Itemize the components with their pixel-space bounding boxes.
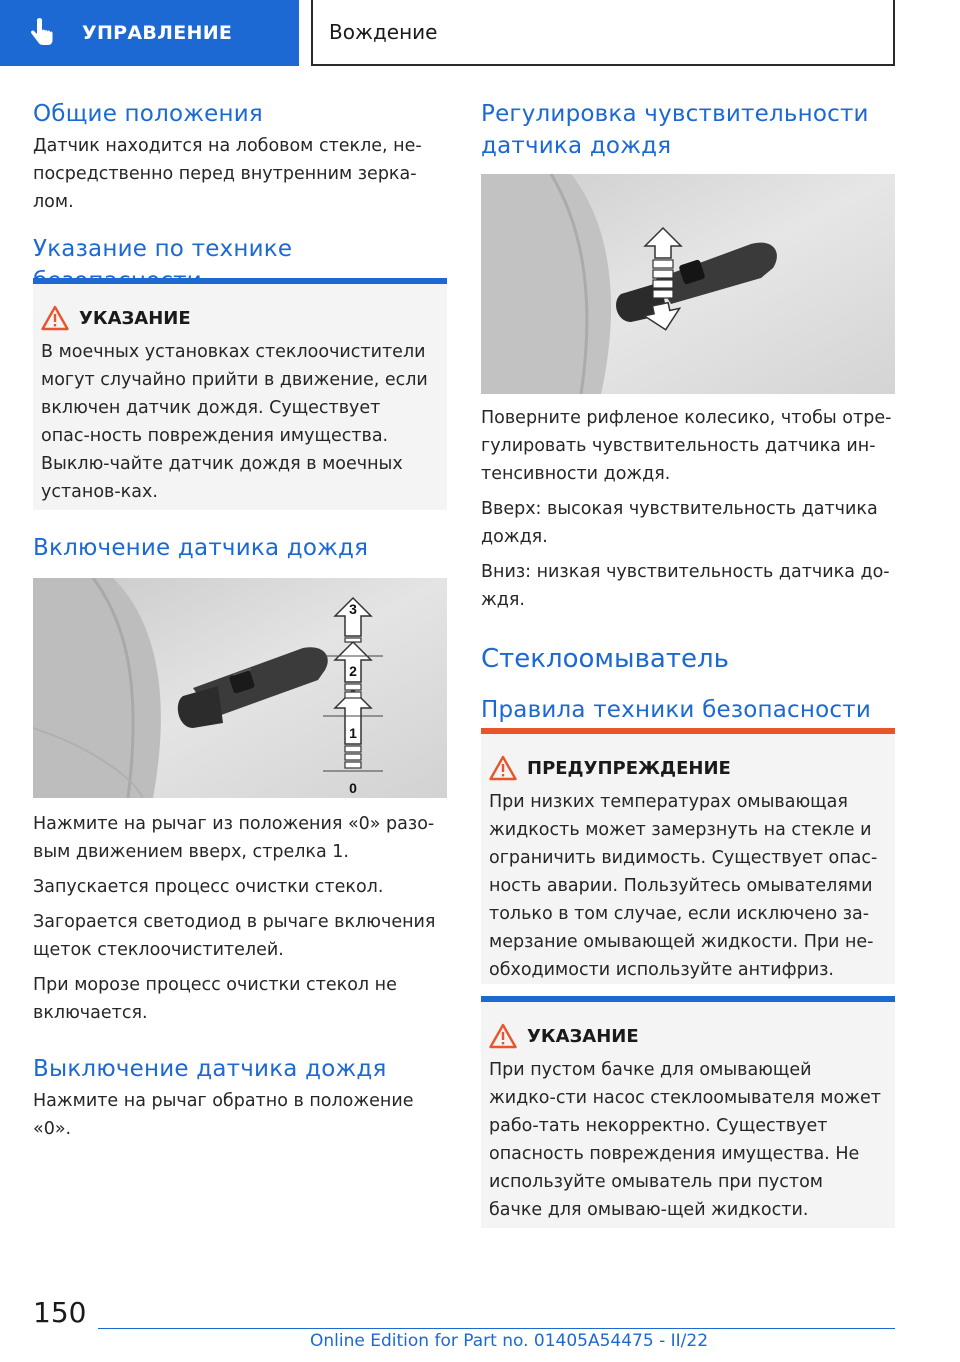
paragraph-sensor-on-4: При морозе процесс очистки стекол не включается.: [33, 975, 397, 1023]
heading-general: Общие положения: [33, 101, 263, 127]
notice-box-empty-tank: [481, 996, 895, 1228]
hand-pointer-icon: [24, 16, 58, 50]
warning-bar: [481, 728, 895, 734]
label-position-3: 3: [349, 601, 357, 617]
heading-safety-note: Указание по технике: [33, 236, 293, 262]
footer-edition: Online Edition for Part no. 01405A54475 - II/22: [310, 1331, 709, 1351]
heading-sensitivity: Регулировка чувствительности датчика дождя: [481, 101, 869, 159]
notice-box-washing: [33, 278, 447, 510]
warning-title: ПРЕДУПРЕЖДЕНИЕ: [527, 758, 731, 779]
label-position-1: 1: [349, 725, 357, 741]
paragraph-general: Датчик находится на лобовом стекле, не-посредственно перед внутренним зерка-лом.: [33, 136, 422, 212]
paragraph-sensitivity-1: Поверните рифленое колесико, чтобы отре-гулировать чувствительность датчика ин-тенсивности дождя.: [481, 408, 892, 484]
paragraph-sensor-on-3: Загорается светодиод в рычаге включения щеток стеклоочистителей.: [33, 912, 436, 960]
notice-title: УКАЗАНИЕ: [527, 1026, 639, 1047]
header-section-tab: [0, 0, 299, 66]
page-number: 150: [33, 1296, 87, 1329]
warning-triangle-icon: [489, 755, 517, 781]
heading-safety-rules: Правила техники безопасности: [481, 697, 872, 723]
paragraph-sensor-on-1: Нажмите на рычаг из положения «0» разо-вым движением вверх, стрелка 1.: [33, 814, 435, 862]
paragraph-sensitivity-up: Вверх: высокая чувствительность датчика дождя.: [481, 499, 878, 547]
notice-text: При пустом бачке для омывающей жидко-сти насос стеклоомывателя может рабо-тать некорректно. Существует опасность повреждения имущества. Не используйте омыватель при пустом бачке для омываю-щей жидкости.: [489, 1060, 881, 1220]
heading-washer: Стеклоомыватель: [481, 644, 729, 674]
paragraph-sensor-on-2: Запускается процесс очистки стекол.: [33, 877, 384, 897]
label-position-2: 2: [349, 663, 357, 679]
notice-bar: [481, 996, 895, 1002]
warning-triangle-icon: [489, 1023, 517, 1049]
warning-triangle-icon: [41, 305, 69, 331]
photo-lever-positions: [33, 578, 447, 798]
paragraph-sensitivity-down: Вниз: низкая чувствительность датчика до-ждя.: [481, 562, 890, 610]
chapter-box: [311, 0, 895, 66]
paragraph-sensor-off: Нажмите на рычаг обратно в положение «0».: [33, 1091, 414, 1139]
notice-title: УКАЗАНИЕ: [79, 308, 191, 329]
notice-text: В моечных установках стеклоочистители могут случайно прийти в движение, если включен датчик дождя. Существует опас-ность повреждения имущества. Выклю-чайте датчик дождя в моечных установ-ках.: [41, 342, 428, 502]
heading-sensor-on: Включение датчика дождя: [33, 535, 369, 561]
heading-sensor-off: Выключение датчика дождя: [33, 1056, 387, 1082]
warning-box-freezing: [481, 728, 895, 984]
footer-divider: [98, 1328, 895, 1329]
section-title: УПРАВЛЕНИЕ: [82, 22, 233, 44]
photo-sensitivity-wheel: [481, 174, 895, 394]
chapter-title: Вождение: [329, 20, 438, 44]
notice-bar: [33, 278, 447, 284]
warning-text: При низких температурах омывающая жидкость может замерзнуть на стекле и ограничить видимость. Существует опас-ность аварии. Пользуйтесь омывателями только в том случае, если исключено за-мерзание омывающей жидкости. При не-обходимости используйте антифриз.: [489, 792, 878, 980]
label-position-0: 0: [349, 780, 357, 796]
